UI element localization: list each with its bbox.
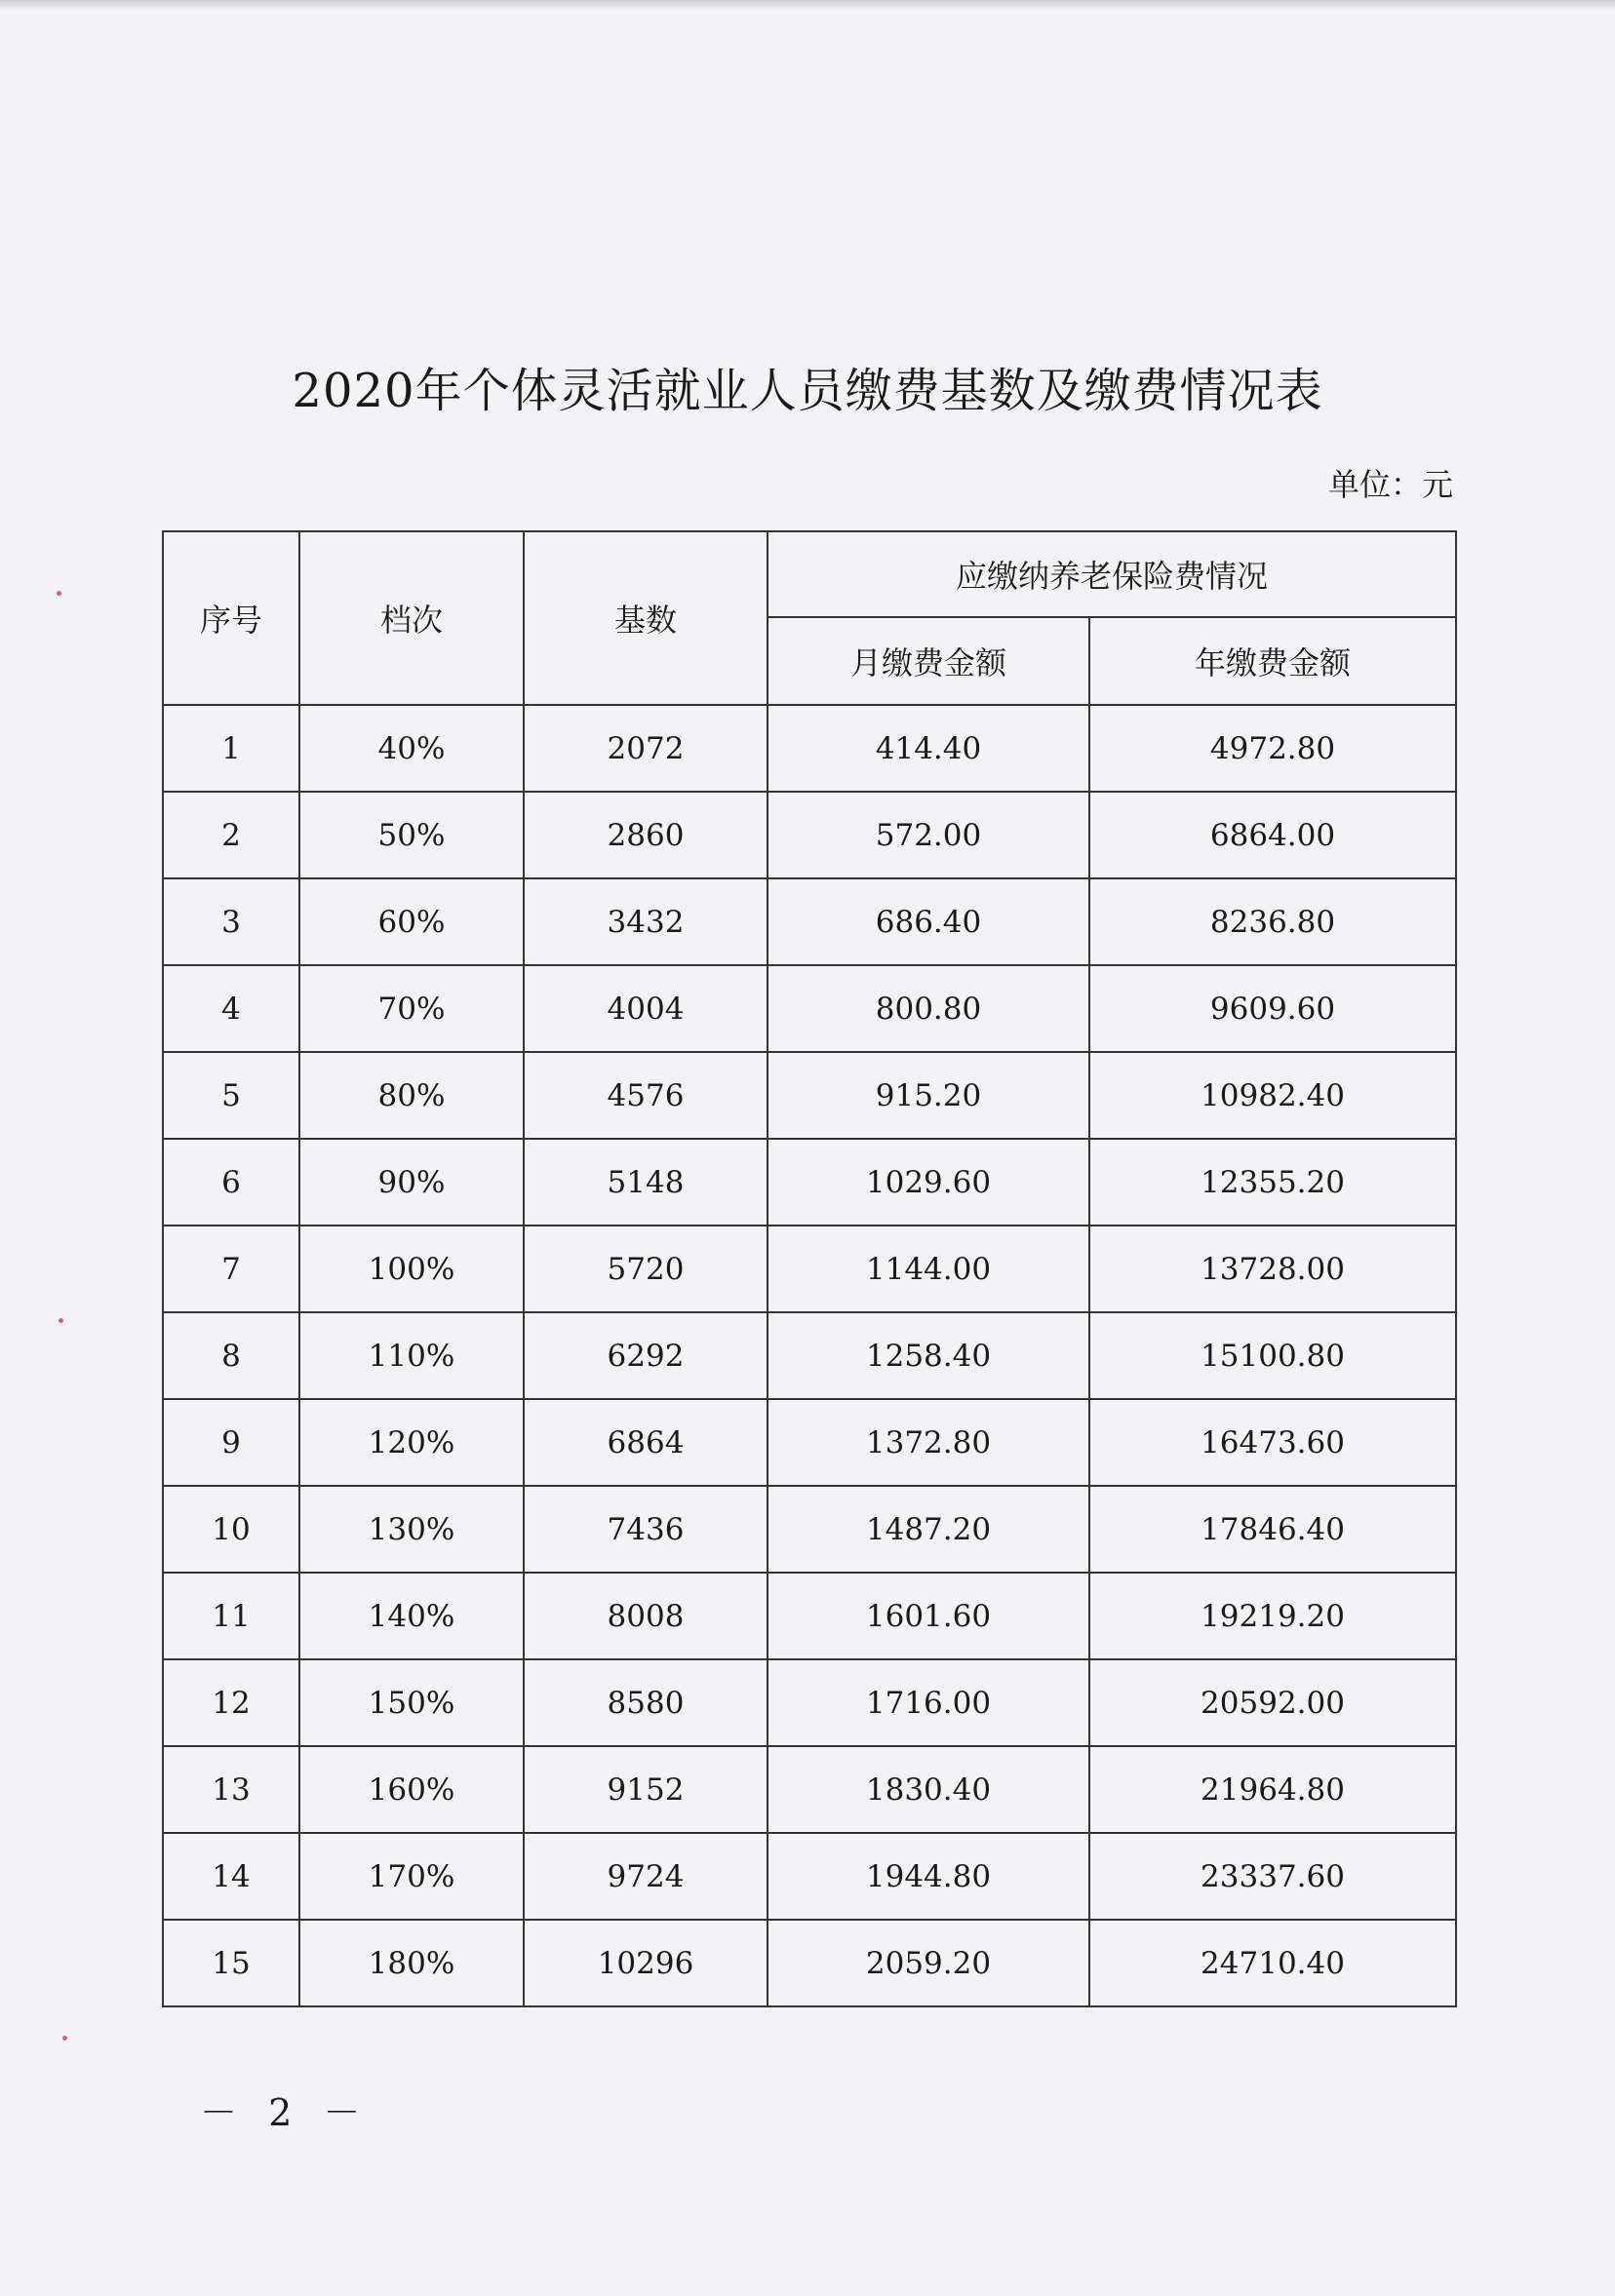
- table-row: [163, 1920, 1456, 2006]
- cell-yearly: 19219.20: [1089, 1573, 1456, 1659]
- cell-level: 80%: [299, 1052, 524, 1139]
- table-row: [163, 1486, 1456, 1573]
- cell-level: 170%: [299, 1833, 524, 1920]
- cell-monthly: 414.40: [768, 705, 1089, 792]
- table-row: [163, 1833, 1456, 1920]
- table-row: [163, 1052, 1456, 1139]
- cell-index: 5: [163, 1052, 299, 1139]
- cell-monthly: 1029.60: [768, 1139, 1089, 1226]
- cell-index: 15: [163, 1920, 299, 2006]
- cell-monthly: 1144.00: [768, 1226, 1089, 1312]
- cell-level: 120%: [299, 1399, 524, 1486]
- cell-level: 180%: [299, 1920, 524, 2006]
- cell-monthly: 1372.80: [768, 1399, 1089, 1486]
- cell-yearly: 6864.00: [1089, 792, 1456, 878]
- cell-yearly: 10982.40: [1089, 1052, 1456, 1139]
- cell-monthly: 800.80: [768, 965, 1089, 1052]
- cell-level: 150%: [299, 1659, 524, 1746]
- cell-monthly: 1944.80: [768, 1833, 1089, 1920]
- cell-base: 8580: [524, 1659, 768, 1746]
- scan-speck: [62, 2036, 67, 2041]
- cell-base: 7436: [524, 1486, 768, 1573]
- cell-yearly: 21964.80: [1089, 1746, 1456, 1833]
- table-row: [163, 878, 1456, 965]
- cell-monthly: 1487.20: [768, 1486, 1089, 1573]
- cell-level: 40%: [299, 705, 524, 792]
- cell-base: 9724: [524, 1833, 768, 1920]
- header-group: 应缴纳养老保险费情况: [768, 531, 1456, 617]
- cell-base: 10296: [524, 1920, 768, 2006]
- cell-yearly: 15100.80: [1089, 1312, 1456, 1399]
- document-title: 2020年个体灵活就业人员缴费基数及缴费情况表: [292, 364, 1323, 418]
- cell-base: 5148: [524, 1139, 768, 1226]
- cell-level: 110%: [299, 1312, 524, 1399]
- cell-yearly: 12355.20: [1089, 1139, 1456, 1226]
- cell-monthly: 1601.60: [768, 1573, 1089, 1659]
- cell-monthly: 1830.40: [768, 1746, 1089, 1833]
- cell-level: 100%: [299, 1226, 524, 1312]
- page-top-edge: [0, 0, 1615, 10]
- cell-index: 4: [163, 965, 299, 1052]
- cell-yearly: 17846.40: [1089, 1486, 1456, 1573]
- cell-level: 160%: [299, 1746, 524, 1833]
- table-row: [163, 1312, 1456, 1399]
- cell-index: 6: [163, 1139, 299, 1226]
- table-row: [163, 1659, 1456, 1746]
- cell-index: 9: [163, 1399, 299, 1486]
- cell-monthly: 1716.00: [768, 1659, 1089, 1746]
- header-level: 档次: [299, 531, 524, 705]
- cell-base: 5720: [524, 1226, 768, 1312]
- header-base: 基数: [524, 531, 768, 705]
- cell-monthly: 686.40: [768, 878, 1089, 965]
- table-row: [163, 965, 1456, 1052]
- cell-yearly: 16473.60: [1089, 1399, 1456, 1486]
- cell-level: 60%: [299, 878, 524, 965]
- cell-yearly: 8236.80: [1089, 878, 1456, 965]
- cell-yearly: 24710.40: [1089, 1920, 1456, 2006]
- table-row: [163, 1573, 1456, 1659]
- cell-yearly: 20592.00: [1089, 1659, 1456, 1746]
- cell-base: 4004: [524, 965, 768, 1052]
- cell-level: 50%: [299, 792, 524, 878]
- cell-base: 9152: [524, 1746, 768, 1833]
- table-row: [163, 1399, 1456, 1486]
- table-body: [163, 705, 1456, 2006]
- cell-index: 10: [163, 1486, 299, 1573]
- page-number: － 2 －: [200, 2091, 371, 2134]
- cell-base: 6292: [524, 1312, 768, 1399]
- cell-yearly: 13728.00: [1089, 1226, 1456, 1312]
- fee-table: [162, 530, 1457, 2007]
- table-row: [163, 792, 1456, 878]
- cell-yearly: 4972.80: [1089, 705, 1456, 792]
- cell-monthly: 1258.40: [768, 1312, 1089, 1399]
- cell-base: 2860: [524, 792, 768, 878]
- header-yearly: 年缴费金额: [1089, 617, 1456, 705]
- scan-speck: [57, 591, 61, 596]
- table-row: [163, 1226, 1456, 1312]
- cell-yearly: 9609.60: [1089, 965, 1456, 1052]
- cell-level: 70%: [299, 965, 524, 1052]
- header-index: 序号: [163, 531, 299, 705]
- table-row: [163, 705, 1456, 792]
- cell-level: 140%: [299, 1573, 524, 1659]
- table-row: [163, 1746, 1456, 1833]
- cell-index: 12: [163, 1659, 299, 1746]
- cell-monthly: 2059.20: [768, 1920, 1089, 2006]
- cell-monthly: 572.00: [768, 792, 1089, 878]
- cell-index: 13: [163, 1746, 299, 1833]
- cell-yearly: 23337.60: [1089, 1833, 1456, 1920]
- cell-index: 3: [163, 878, 299, 965]
- cell-index: 2: [163, 792, 299, 878]
- header-monthly: 月缴费金额: [768, 617, 1089, 705]
- cell-index: 14: [163, 1833, 299, 1920]
- cell-level: 130%: [299, 1486, 524, 1573]
- cell-base: 6864: [524, 1399, 768, 1486]
- cell-level: 90%: [299, 1139, 524, 1226]
- cell-base: 4576: [524, 1052, 768, 1139]
- cell-index: 7: [163, 1226, 299, 1312]
- cell-base: 3432: [524, 878, 768, 965]
- unit-label: 单位：元: [1327, 466, 1453, 503]
- cell-index: 11: [163, 1573, 299, 1659]
- cell-index: 8: [163, 1312, 299, 1399]
- cell-base: 8008: [524, 1573, 768, 1659]
- scan-speck: [59, 1318, 63, 1323]
- cell-index: 1: [163, 705, 299, 792]
- cell-monthly: 915.20: [768, 1052, 1089, 1139]
- table-row: [163, 1139, 1456, 1226]
- cell-base: 2072: [524, 705, 768, 792]
